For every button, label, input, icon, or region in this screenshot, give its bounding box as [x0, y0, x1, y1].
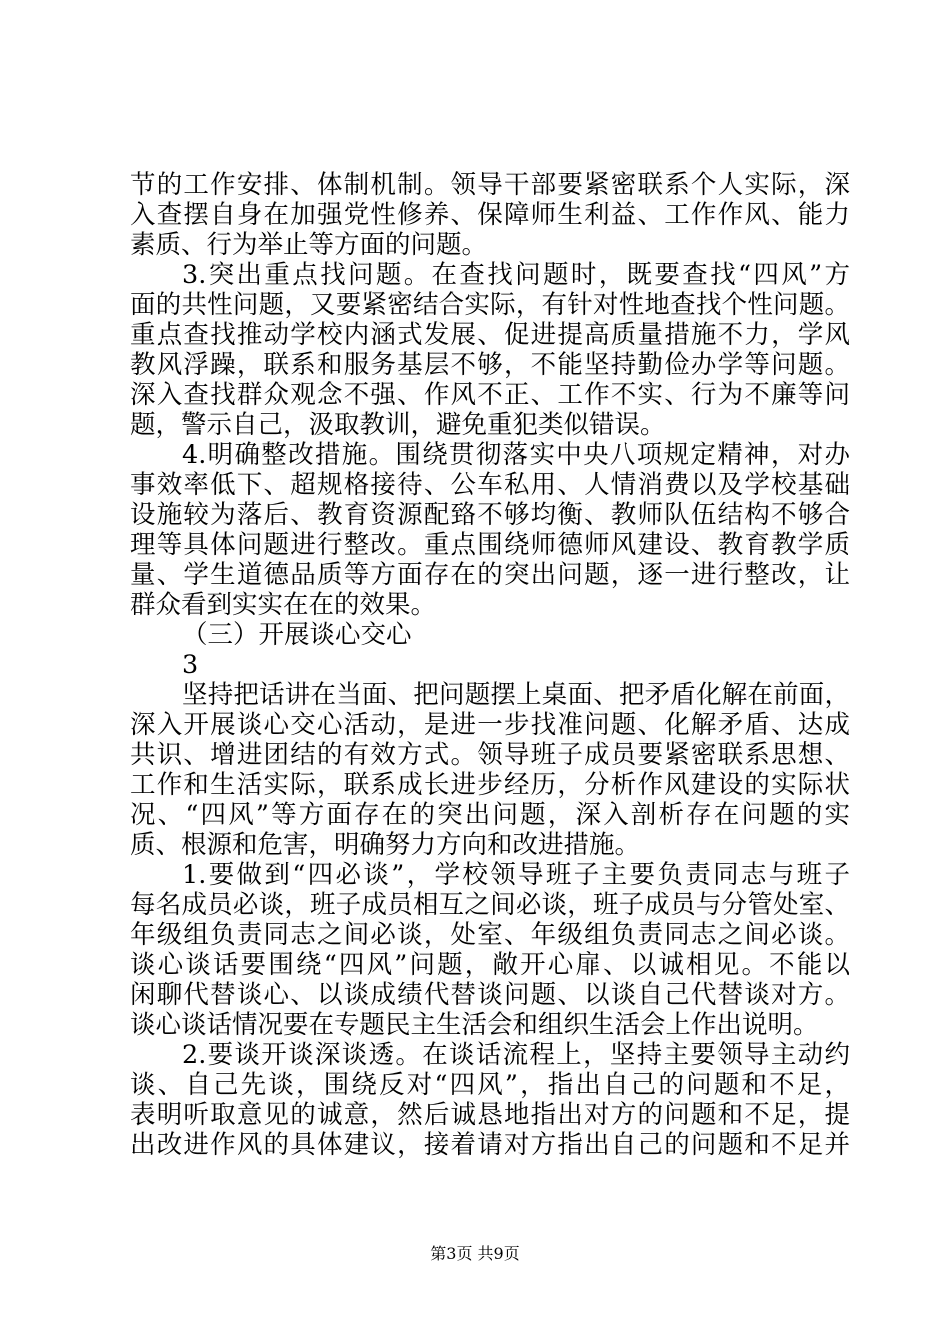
text-line: 工作和生活实际，联系成长进步经历，分析作风建设的实际状	[130, 770, 850, 800]
text-line: 2.要谈开谈深谈透。在谈话流程上，坚持主要领导主动约	[182, 1040, 850, 1070]
text-line: 重点查找推动学校内涵式发展、促进提高质量措施不力，学风	[130, 320, 850, 350]
text-line: 4.明确整改措施。围绕贯彻落实中央八项规定精神，对办	[182, 440, 850, 470]
page-footer: 第3页 共9页	[430, 1244, 520, 1263]
text-line: 面的共性问题，又要紧密结合实际，有针对性地查找个性问题。	[130, 290, 850, 320]
text-line: 入查摆自身在加强党性修养、保障师生利益、工作作风、能力	[130, 200, 850, 230]
text-line: 年级组负责同志之间必谈，处室、年级组负责同志之间必谈。	[130, 920, 850, 950]
body-text	[130, 170, 850, 1160]
text-line: 坚持把话讲在当面、把问题摆上桌面、把矛盾化解在前面，	[182, 680, 850, 710]
text-line: 况、“四风”等方面存在的突出问题，深入剖析存在问题的实	[130, 800, 850, 830]
text-line: 深入查找群众观念不强、作风不正、工作不实、行为不廉等问	[130, 380, 850, 410]
text-line: 教风浮躁，联系和服务基层不够，不能坚持勤俭办学等问题。	[130, 350, 850, 380]
text-line: 每名成员必谈，班子成员相互之间必谈，班子成员与分管处室、	[130, 890, 850, 920]
text-line: 量、学生道德品质等方面存在的突出问题，逐一进行整改，让	[130, 560, 850, 590]
text-line: 理等具体问题进行整改。重点围绕师德师风建设、教育教学质	[130, 530, 850, 560]
text-line: 谈、自己先谈，围绕反对“四风”，指出自己的问题和不足，	[130, 1070, 850, 1100]
text-line: 质、根源和危害，明确努力方向和改进措施。	[130, 830, 641, 860]
text-line: 题，警示自己，汲取教训，避免重犯类似错误。	[130, 410, 666, 440]
text-line: 出改进作风的具体建议，接着请对方指出自己的问题和不足并	[130, 1130, 850, 1160]
inline-page-number: 3	[182, 650, 199, 680]
text-line: 谈心谈话情况要在专题民主生活会和组织生活会上作出说明。	[130, 1010, 819, 1040]
text-line: 设施较为落后、教育资源配臵不够均衡、教师队伍结构不够合	[130, 500, 850, 530]
text-line: 事效率低下、超规格接待、公车私用、人情消费以及学校基础	[130, 470, 850, 500]
text-line: 闲聊代替谈心、以谈成绩代替谈问题、以谈自己代替谈对方。	[130, 980, 850, 1010]
section-heading: （三）开展谈心交心	[182, 620, 412, 650]
text-line: 1.要做到“四必谈”，学校领导班子主要负责同志与班子	[182, 860, 850, 890]
text-line: 群众看到实实在在的效果。	[130, 590, 437, 620]
text-line: 深入开展谈心交心活动，是进一步找准问题、化解矛盾、达成	[130, 710, 850, 740]
text-line: 节的工作安排、体制机制。领导干部要紧密联系个人实际，深	[130, 170, 850, 200]
text-line: 表明听取意见的诚意，然后诚恳地指出对方的问题和不足，提	[130, 1100, 850, 1130]
text-line: 3.突出重点找问题。在查找问题时，既要查找“四风”方	[182, 260, 850, 290]
text-line: 共识、增进团结的有效方式。领导班子成员要紧密联系思想、	[130, 740, 850, 770]
text-line: 素质、行为举止等方面的问题。	[130, 230, 488, 260]
text-line: 谈心谈话要围绕“四风”问题，敞开心扉、以诚相见。不能以	[130, 950, 850, 980]
